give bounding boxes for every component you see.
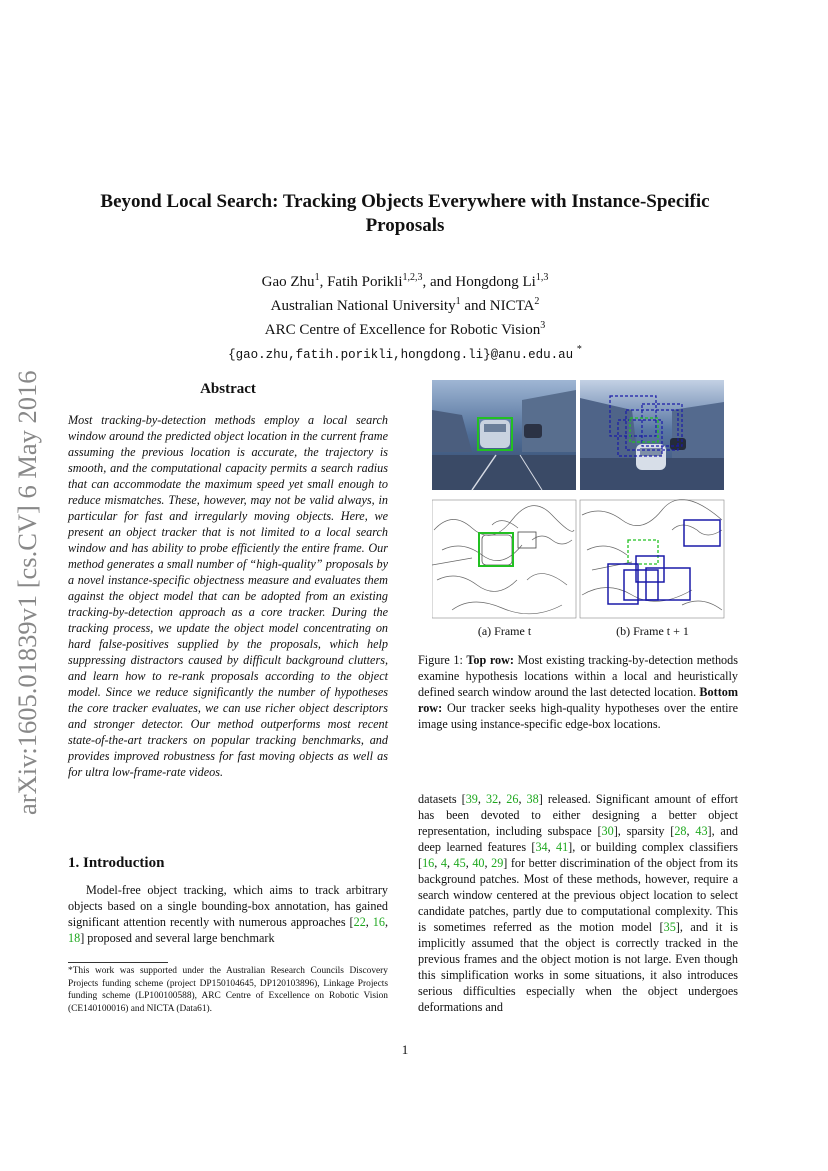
abstract-text: Most tracking-by-detection methods employ a local search window around the predicted object location in the current frame assuming the previous location is accurate, the trajectory is smooth, and the computational capacity permits a search radius that can accommodate the maximum speed yet small enough to reduce mismatches. These, however, may not be valid always, in particular for fast and irregularly moving objects. Here, we present an object tracker that is not limited to a local search window and has ability to probe efficiently the entire frame. Our method generates a small number of “high-quality” proposals by a novel instance-specific objectness measure and evaluates them against the object model that can be adopted from an existing tracking-by-detection approach as a core tracker. During the tracking process, we update the object model concentrating on hard false-positives supplied by the proposals, which help suppressing distractors caused by difficult background clutters, and learn how to re-rank proposals according to the object model. Since we reduce significantly the number of hypotheses the core tracker evaluates, we can use richer object descriptors and stronger detector. Our method outperforms most recent state-of-the-art trackers on popular tracking benchmarks, and provides improved robustness for fast moving objects as well as for ultra low-frame-rate videos. bbox=[68, 413, 388, 779]
author-emails bbox=[150, 340, 660, 365]
citation-link[interactable]: 16 bbox=[422, 856, 435, 870]
footnote-rule bbox=[68, 962, 168, 963]
author-name: Fatih Porikli bbox=[327, 274, 403, 290]
title-line-1: Beyond Local Search: Tracking Objects Everywhere with Instance-Specific bbox=[100, 191, 710, 212]
subcaption-b: (b) Frame t + 1 bbox=[616, 624, 689, 638]
figure-1 bbox=[432, 380, 740, 620]
figure-caption: Figure 1: Top row: Most existing tracking-by-detection methods examine hypothesis locations within a local and heuristically defined search window around the last detected location. Bottom row: Our tracker seeks high-quality hypotheses over the entire image using instance-specific edge-box locations. bbox=[418, 653, 738, 731]
author-block bbox=[150, 268, 660, 365]
frame-t-photo bbox=[432, 380, 576, 490]
citation-link[interactable]: 32 bbox=[485, 792, 499, 806]
author-names: Gao Zhu$^1$, Fatih Porikli$^{1,2,3}$, and Hongdong Li$^{1,3}$ bbox=[261, 272, 549, 290]
citation-link[interactable]: 41 bbox=[555, 840, 569, 854]
edge-map-frame-t bbox=[432, 500, 576, 618]
subcaption-a: (a) Frame t bbox=[477, 624, 532, 638]
citation-link[interactable]: 4 bbox=[440, 856, 447, 870]
email-address: {gao.zhu,fatih.porikli,hongdong.li}@anu.edu.au bbox=[228, 348, 574, 362]
citation-link[interactable]: 43 bbox=[695, 824, 708, 838]
frame-t1-photo bbox=[580, 380, 724, 490]
arxiv-stamp bbox=[6, 305, 46, 825]
citation-link[interactable]: 26 bbox=[506, 792, 519, 806]
citation-link[interactable]: 22 bbox=[353, 915, 366, 929]
citation-link[interactable]: 35 bbox=[663, 920, 676, 934]
citation-link[interactable]: 45 bbox=[453, 856, 466, 870]
footnote: *This work was supported under the Australian Research Councils Discovery Projects funding scheme (project DP150104645, DP120103896), Linkage Projects funding scheme (LP100100588), ARC Centre of Excellence on Robotic Vision (CE140100016) and NICTA (Data61). bbox=[68, 966, 388, 1014]
affiliation-2: ARC Centre of Excellence for Robotic Vision$^3$ bbox=[264, 320, 546, 338]
email-footnote-mark: * bbox=[576, 344, 582, 355]
author-name: and Hongdong Li bbox=[430, 274, 536, 290]
citation-link[interactable]: 16 bbox=[372, 915, 385, 929]
citation-link[interactable]: 40 bbox=[472, 856, 485, 870]
title-line-2: Proposals bbox=[365, 215, 445, 236]
affiliation-1: Australian National University$^1$ and NICTA$^2$ bbox=[270, 296, 540, 314]
citation-link[interactable]: 30 bbox=[601, 824, 614, 838]
citation-link[interactable]: 34 bbox=[535, 840, 548, 854]
citation-link[interactable]: 29 bbox=[491, 856, 504, 870]
edge-map-frame-t1 bbox=[580, 500, 724, 618]
page-number: 1 bbox=[401, 1042, 409, 1057]
citation-link[interactable]: 38 bbox=[526, 792, 539, 806]
citation-link[interactable]: 39 bbox=[465, 792, 478, 806]
citation-link[interactable]: 28 bbox=[674, 824, 687, 838]
author-name: Gao Zhu bbox=[261, 274, 315, 290]
arxiv-stamp-text: arXiv:1605.01839v1 [cs.CV] 6 May 2016 bbox=[12, 370, 42, 815]
citation-link[interactable]: 18 bbox=[68, 931, 81, 945]
introduction-paragraph: Model-free object tracking, which aims to track arbitrary objects based on a single bounding-box annotation, has gained significant attention recently with numerous approaches [22, 16, 18] proposed and several large benchmark bbox=[68, 883, 389, 945]
abstract-heading: Abstract bbox=[200, 381, 256, 397]
right-column-paragraph: datasets [39, 32, 26, 38] released. Significant amount of effort has been devoted to either designing a better object representation, including subspace [30], sparsity [28, 43], and deep learned features [34, 41], or building complex classifiers [16, 4, 45, 40, 29] for better discrimination of the object from its background patches. Most of these methods, however, require a search window centered at the previous object location to select candidate patches, partly due to computational complexity. This is sometimes referred as the motion model [35], and it is implicitly assumed that the object is correctly tracked in the previous frames and the object motion is not large. Even though this simplification works in some situations, it also introduces serious difficulties especially when the object undergoes deformations and bbox=[418, 792, 739, 1014]
section-heading-introduction: 1. Introduction bbox=[68, 855, 165, 871]
paper-title bbox=[70, 190, 740, 238]
